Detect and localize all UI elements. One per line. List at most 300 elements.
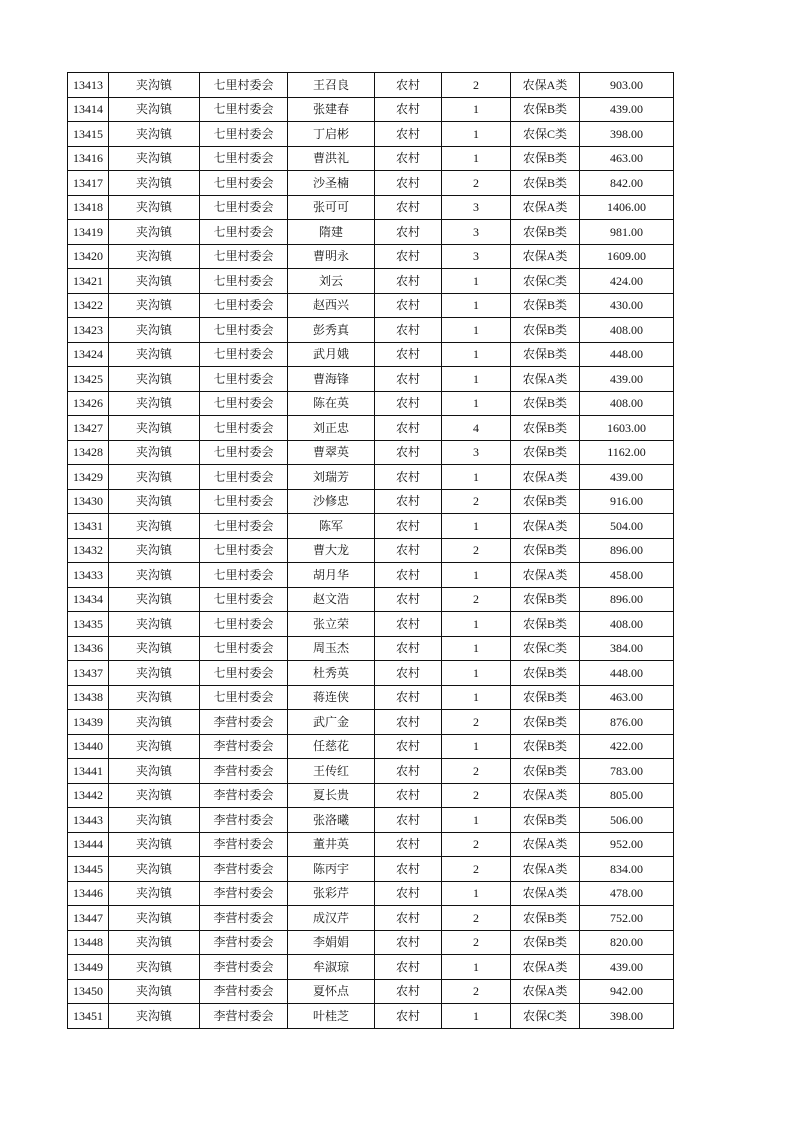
person-name-cell: 陈在英: [288, 391, 375, 416]
table-row: [68, 171, 674, 196]
table-row: [68, 73, 674, 98]
insurance-category-cell: 农保A类: [511, 881, 580, 906]
amount-cell: 820.00: [580, 930, 674, 955]
village-committee-cell: 七里村委会: [200, 97, 288, 122]
village-committee-cell: 七里村委会: [200, 318, 288, 343]
town-cell: 夹沟镇: [109, 538, 200, 563]
insurance-category-cell: 农保A类: [511, 832, 580, 857]
insurance-category-cell: 农保A类: [511, 783, 580, 808]
member-count-cell: 2: [442, 171, 511, 196]
household-type-cell: 农村: [375, 857, 442, 882]
amount-cell: 942.00: [580, 979, 674, 1004]
amount-cell: 504.00: [580, 514, 674, 539]
table-row: [68, 955, 674, 980]
member-count-cell: 2: [442, 930, 511, 955]
person-name-cell: 彭秀真: [288, 318, 375, 343]
village-committee-cell: 七里村委会: [200, 538, 288, 563]
village-committee-cell: 李营村委会: [200, 1004, 288, 1029]
person-name-cell: 周玉杰: [288, 636, 375, 661]
household-type-cell: 农村: [375, 979, 442, 1004]
amount-cell: 952.00: [580, 832, 674, 857]
member-count-cell: 1: [442, 563, 511, 588]
town-cell: 夹沟镇: [109, 367, 200, 392]
village-committee-cell: 七里村委会: [200, 73, 288, 98]
town-cell: 夹沟镇: [109, 710, 200, 735]
member-count-cell: 1: [442, 685, 511, 710]
village-committee-cell: 李营村委会: [200, 906, 288, 931]
amount-cell: 398.00: [580, 122, 674, 147]
amount-cell: 448.00: [580, 342, 674, 367]
insurance-category-cell: 农保B类: [511, 612, 580, 637]
village-committee-cell: 七里村委会: [200, 171, 288, 196]
town-cell: 夹沟镇: [109, 342, 200, 367]
town-cell: 夹沟镇: [109, 514, 200, 539]
row-number-cell: 13446: [68, 881, 109, 906]
member-count-cell: 3: [442, 195, 511, 220]
table-row: [68, 759, 674, 784]
row-number-cell: 13427: [68, 416, 109, 441]
insurance-category-cell: 农保B类: [511, 538, 580, 563]
member-count-cell: 2: [442, 73, 511, 98]
insurance-category-cell: 农保B类: [511, 440, 580, 465]
row-number-cell: 13440: [68, 734, 109, 759]
table-row: [68, 367, 674, 392]
person-name-cell: 赵文浩: [288, 587, 375, 612]
person-name-cell: 刘云: [288, 269, 375, 294]
member-count-cell: 3: [442, 220, 511, 245]
member-count-cell: 2: [442, 979, 511, 1004]
row-number-cell: 13418: [68, 195, 109, 220]
household-type-cell: 农村: [375, 1004, 442, 1029]
table-row: [68, 857, 674, 882]
person-name-cell: 张彩芹: [288, 881, 375, 906]
village-committee-cell: 七里村委会: [200, 342, 288, 367]
member-count-cell: 1: [442, 269, 511, 294]
row-number-cell: 13434: [68, 587, 109, 612]
member-count-cell: 2: [442, 710, 511, 735]
row-number-cell: 13431: [68, 514, 109, 539]
table-row: [68, 416, 674, 441]
household-type-cell: 农村: [375, 759, 442, 784]
village-committee-cell: 七里村委会: [200, 293, 288, 318]
table-row: [68, 293, 674, 318]
table-row: [68, 342, 674, 367]
household-type-cell: 农村: [375, 489, 442, 514]
insurance-category-cell: 农保C类: [511, 636, 580, 661]
member-count-cell: 1: [442, 465, 511, 490]
village-committee-cell: 七里村委会: [200, 391, 288, 416]
town-cell: 夹沟镇: [109, 440, 200, 465]
village-committee-cell: 七里村委会: [200, 269, 288, 294]
insurance-category-cell: 农保B类: [511, 685, 580, 710]
town-cell: 夹沟镇: [109, 489, 200, 514]
town-cell: 夹沟镇: [109, 783, 200, 808]
member-count-cell: 1: [442, 734, 511, 759]
insurance-category-cell: 农保B类: [511, 661, 580, 686]
member-count-cell: 1: [442, 122, 511, 147]
person-name-cell: 沙修忠: [288, 489, 375, 514]
person-name-cell: 王传红: [288, 759, 375, 784]
records-table-body: [68, 73, 674, 1029]
member-count-cell: 2: [442, 832, 511, 857]
member-count-cell: 3: [442, 244, 511, 269]
household-type-cell: 农村: [375, 171, 442, 196]
amount-cell: 439.00: [580, 955, 674, 980]
member-count-cell: 2: [442, 857, 511, 882]
household-type-cell: 农村: [375, 881, 442, 906]
insurance-category-cell: 农保B类: [511, 97, 580, 122]
person-name-cell: 曹翠英: [288, 440, 375, 465]
table-row: [68, 587, 674, 612]
household-type-cell: 农村: [375, 416, 442, 441]
amount-cell: 408.00: [580, 612, 674, 637]
amount-cell: 422.00: [580, 734, 674, 759]
town-cell: 夹沟镇: [109, 881, 200, 906]
member-count-cell: 3: [442, 440, 511, 465]
insurance-category-cell: 农保B类: [511, 416, 580, 441]
town-cell: 夹沟镇: [109, 465, 200, 490]
town-cell: 夹沟镇: [109, 318, 200, 343]
household-type-cell: 农村: [375, 587, 442, 612]
row-number-cell: 13429: [68, 465, 109, 490]
household-type-cell: 农村: [375, 955, 442, 980]
household-type-cell: 农村: [375, 783, 442, 808]
town-cell: 夹沟镇: [109, 416, 200, 441]
table-row: [68, 122, 674, 147]
insurance-category-cell: 农保A类: [511, 563, 580, 588]
village-committee-cell: 七里村委会: [200, 612, 288, 637]
person-name-cell: 蒋连侠: [288, 685, 375, 710]
insurance-category-cell: 农保B类: [511, 930, 580, 955]
row-number-cell: 13423: [68, 318, 109, 343]
town-cell: 夹沟镇: [109, 832, 200, 857]
village-committee-cell: 七里村委会: [200, 146, 288, 171]
row-number-cell: 13422: [68, 293, 109, 318]
household-type-cell: 农村: [375, 122, 442, 147]
member-count-cell: 1: [442, 146, 511, 171]
member-count-cell: 2: [442, 587, 511, 612]
member-count-cell: 2: [442, 906, 511, 931]
table-row: [68, 244, 674, 269]
table-row: [68, 881, 674, 906]
village-committee-cell: 七里村委会: [200, 416, 288, 441]
amount-cell: 805.00: [580, 783, 674, 808]
town-cell: 夹沟镇: [109, 587, 200, 612]
town-cell: 夹沟镇: [109, 195, 200, 220]
household-type-cell: 农村: [375, 514, 442, 539]
town-cell: 夹沟镇: [109, 97, 200, 122]
insurance-category-cell: 农保B类: [511, 587, 580, 612]
table-row: [68, 1004, 674, 1029]
amount-cell: 752.00: [580, 906, 674, 931]
row-number-cell: 13425: [68, 367, 109, 392]
amount-cell: 408.00: [580, 391, 674, 416]
person-name-cell: 曹大龙: [288, 538, 375, 563]
table-row: [68, 832, 674, 857]
household-type-cell: 农村: [375, 465, 442, 490]
village-committee-cell: 李营村委会: [200, 808, 288, 833]
town-cell: 夹沟镇: [109, 636, 200, 661]
insurance-category-cell: 农保A类: [511, 244, 580, 269]
person-name-cell: 隋建: [288, 220, 375, 245]
insurance-category-cell: 农保B类: [511, 710, 580, 735]
amount-cell: 842.00: [580, 171, 674, 196]
town-cell: 夹沟镇: [109, 146, 200, 171]
town-cell: 夹沟镇: [109, 612, 200, 637]
person-name-cell: 张立荣: [288, 612, 375, 637]
amount-cell: 903.00: [580, 73, 674, 98]
person-name-cell: 沙圣楠: [288, 171, 375, 196]
row-number-cell: 13428: [68, 440, 109, 465]
village-committee-cell: 李营村委会: [200, 832, 288, 857]
household-type-cell: 农村: [375, 734, 442, 759]
amount-cell: 478.00: [580, 881, 674, 906]
household-type-cell: 农村: [375, 97, 442, 122]
insurance-category-cell: 农保B类: [511, 391, 580, 416]
row-number-cell: 13421: [68, 269, 109, 294]
household-type-cell: 农村: [375, 538, 442, 563]
village-committee-cell: 七里村委会: [200, 122, 288, 147]
person-name-cell: 王召良: [288, 73, 375, 98]
person-name-cell: 任慈花: [288, 734, 375, 759]
insurance-category-cell: 农保A类: [511, 195, 580, 220]
row-number-cell: 13414: [68, 97, 109, 122]
town-cell: 夹沟镇: [109, 955, 200, 980]
member-count-cell: 4: [442, 416, 511, 441]
member-count-cell: 1: [442, 1004, 511, 1029]
row-number-cell: 13424: [68, 342, 109, 367]
insurance-category-cell: 农保B类: [511, 759, 580, 784]
town-cell: 夹沟镇: [109, 734, 200, 759]
insurance-category-cell: 农保B类: [511, 146, 580, 171]
row-number-cell: 13448: [68, 930, 109, 955]
row-number-cell: 13444: [68, 832, 109, 857]
insurance-category-cell: 农保C类: [511, 1004, 580, 1029]
town-cell: 夹沟镇: [109, 685, 200, 710]
amount-cell: 896.00: [580, 587, 674, 612]
household-type-cell: 农村: [375, 906, 442, 931]
household-type-cell: 农村: [375, 808, 442, 833]
person-name-cell: 陈军: [288, 514, 375, 539]
village-committee-cell: 李营村委会: [200, 734, 288, 759]
member-count-cell: 2: [442, 783, 511, 808]
table-row: [68, 318, 674, 343]
member-count-cell: 1: [442, 293, 511, 318]
household-type-cell: 农村: [375, 612, 442, 637]
insurance-category-cell: 农保B类: [511, 808, 580, 833]
member-count-cell: 1: [442, 514, 511, 539]
person-name-cell: 武月娥: [288, 342, 375, 367]
household-type-cell: 农村: [375, 244, 442, 269]
insurance-category-cell: 农保A类: [511, 367, 580, 392]
person-name-cell: 赵西兴: [288, 293, 375, 318]
village-committee-cell: 李营村委会: [200, 979, 288, 1004]
member-count-cell: 1: [442, 367, 511, 392]
row-number-cell: 13415: [68, 122, 109, 147]
amount-cell: 1609.00: [580, 244, 674, 269]
member-count-cell: 1: [442, 612, 511, 637]
table-row: [68, 391, 674, 416]
table-row: [68, 220, 674, 245]
town-cell: 夹沟镇: [109, 759, 200, 784]
insurance-category-cell: 农保A类: [511, 857, 580, 882]
member-count-cell: 1: [442, 636, 511, 661]
village-committee-cell: 李营村委会: [200, 881, 288, 906]
village-committee-cell: 七里村委会: [200, 685, 288, 710]
person-name-cell: 张建春: [288, 97, 375, 122]
row-number-cell: 13416: [68, 146, 109, 171]
town-cell: 夹沟镇: [109, 73, 200, 98]
insurance-category-cell: 农保B类: [511, 293, 580, 318]
household-type-cell: 农村: [375, 318, 442, 343]
village-committee-cell: 七里村委会: [200, 587, 288, 612]
table-row: [68, 538, 674, 563]
table-row: [68, 514, 674, 539]
village-committee-cell: 李营村委会: [200, 930, 288, 955]
household-type-cell: 农村: [375, 73, 442, 98]
village-committee-cell: 李营村委会: [200, 955, 288, 980]
amount-cell: 439.00: [580, 465, 674, 490]
household-type-cell: 农村: [375, 440, 442, 465]
member-count-cell: 1: [442, 661, 511, 686]
person-name-cell: 董井英: [288, 832, 375, 857]
person-name-cell: 张洛曦: [288, 808, 375, 833]
household-type-cell: 农村: [375, 563, 442, 588]
insurance-category-cell: 农保B类: [511, 489, 580, 514]
member-count-cell: 2: [442, 759, 511, 784]
table-row: [68, 97, 674, 122]
person-name-cell: 刘正忠: [288, 416, 375, 441]
amount-cell: 408.00: [580, 318, 674, 343]
table-row: [68, 465, 674, 490]
member-count-cell: 1: [442, 391, 511, 416]
town-cell: 夹沟镇: [109, 979, 200, 1004]
table-row: [68, 269, 674, 294]
town-cell: 夹沟镇: [109, 563, 200, 588]
row-number-cell: 13450: [68, 979, 109, 1004]
town-cell: 夹沟镇: [109, 171, 200, 196]
town-cell: 夹沟镇: [109, 293, 200, 318]
person-name-cell: 曹明永: [288, 244, 375, 269]
table-row: [68, 685, 674, 710]
table-row: [68, 195, 674, 220]
amount-cell: 506.00: [580, 808, 674, 833]
amount-cell: 834.00: [580, 857, 674, 882]
household-type-cell: 农村: [375, 195, 442, 220]
amount-cell: 458.00: [580, 563, 674, 588]
table-row: [68, 489, 674, 514]
table-row: [68, 661, 674, 686]
town-cell: 夹沟镇: [109, 1004, 200, 1029]
records-table: [67, 72, 674, 1029]
person-name-cell: 陈丙宇: [288, 857, 375, 882]
town-cell: 夹沟镇: [109, 808, 200, 833]
insurance-category-cell: 农保B类: [511, 906, 580, 931]
person-name-cell: 曹洪礼: [288, 146, 375, 171]
insurance-category-cell: 农保A类: [511, 465, 580, 490]
person-name-cell: 张可可: [288, 195, 375, 220]
amount-cell: 424.00: [580, 269, 674, 294]
village-committee-cell: 李营村委会: [200, 759, 288, 784]
row-number-cell: 13443: [68, 808, 109, 833]
person-name-cell: 丁启彬: [288, 122, 375, 147]
table-row: [68, 783, 674, 808]
insurance-category-cell: 农保B类: [511, 318, 580, 343]
table-row: [68, 906, 674, 931]
household-type-cell: 农村: [375, 220, 442, 245]
person-name-cell: 刘瑞芳: [288, 465, 375, 490]
town-cell: 夹沟镇: [109, 906, 200, 931]
insurance-category-cell: 农保B类: [511, 734, 580, 759]
person-name-cell: 曹海锋: [288, 367, 375, 392]
person-name-cell: 李娟娟: [288, 930, 375, 955]
amount-cell: 981.00: [580, 220, 674, 245]
table-row: [68, 979, 674, 1004]
insurance-category-cell: 农保A类: [511, 955, 580, 980]
amount-cell: 463.00: [580, 685, 674, 710]
insurance-category-cell: 农保A类: [511, 73, 580, 98]
household-type-cell: 农村: [375, 832, 442, 857]
village-committee-cell: 七里村委会: [200, 661, 288, 686]
table-row: [68, 930, 674, 955]
household-type-cell: 农村: [375, 269, 442, 294]
row-number-cell: 13436: [68, 636, 109, 661]
village-committee-cell: 七里村委会: [200, 220, 288, 245]
row-number-cell: 13447: [68, 906, 109, 931]
member-count-cell: 1: [442, 342, 511, 367]
row-number-cell: 13426: [68, 391, 109, 416]
table-row: [68, 612, 674, 637]
village-committee-cell: 七里村委会: [200, 563, 288, 588]
town-cell: 夹沟镇: [109, 661, 200, 686]
row-number-cell: 13413: [68, 73, 109, 98]
table-row: [68, 563, 674, 588]
household-type-cell: 农村: [375, 367, 442, 392]
household-type-cell: 农村: [375, 146, 442, 171]
village-committee-cell: 七里村委会: [200, 465, 288, 490]
insurance-category-cell: 农保B类: [511, 342, 580, 367]
person-name-cell: 成汉芹: [288, 906, 375, 931]
amount-cell: 463.00: [580, 146, 674, 171]
amount-cell: 1406.00: [580, 195, 674, 220]
person-name-cell: 胡月华: [288, 563, 375, 588]
insurance-category-cell: 农保C类: [511, 269, 580, 294]
amount-cell: 448.00: [580, 661, 674, 686]
town-cell: 夹沟镇: [109, 220, 200, 245]
table-row: [68, 440, 674, 465]
amount-cell: 430.00: [580, 293, 674, 318]
amount-cell: 439.00: [580, 367, 674, 392]
row-number-cell: 13449: [68, 955, 109, 980]
household-type-cell: 农村: [375, 342, 442, 367]
village-committee-cell: 七里村委会: [200, 489, 288, 514]
town-cell: 夹沟镇: [109, 122, 200, 147]
village-committee-cell: 七里村委会: [200, 636, 288, 661]
table-row: [68, 146, 674, 171]
amount-cell: 896.00: [580, 538, 674, 563]
village-committee-cell: 李营村委会: [200, 710, 288, 735]
amount-cell: 783.00: [580, 759, 674, 784]
amount-cell: 384.00: [580, 636, 674, 661]
household-type-cell: 农村: [375, 930, 442, 955]
row-number-cell: 13439: [68, 710, 109, 735]
amount-cell: 1603.00: [580, 416, 674, 441]
household-type-cell: 农村: [375, 710, 442, 735]
village-committee-cell: 七里村委会: [200, 195, 288, 220]
row-number-cell: 13420: [68, 244, 109, 269]
town-cell: 夹沟镇: [109, 930, 200, 955]
town-cell: 夹沟镇: [109, 269, 200, 294]
